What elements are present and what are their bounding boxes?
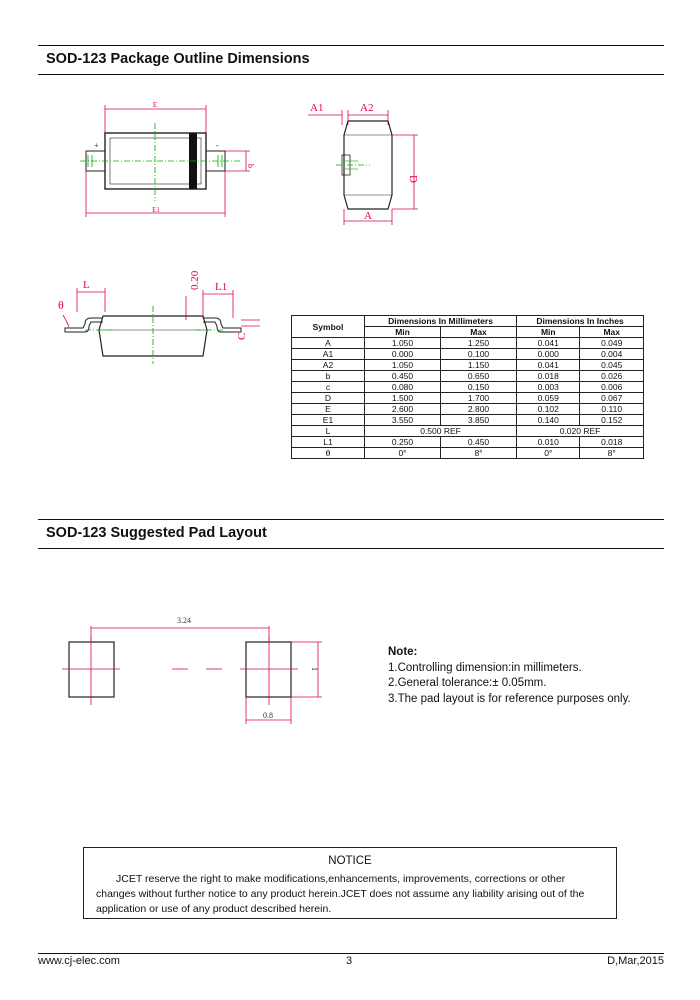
cell-mm-max: 0.100: [441, 349, 517, 360]
header-in-min: Min: [517, 327, 580, 338]
header-in-max: Max: [580, 327, 644, 338]
table-row: [292, 426, 644, 437]
dimensions-table: [291, 315, 644, 459]
label-E: E: [152, 101, 158, 109]
header-mm: Dimensions In Millimeters: [365, 316, 517, 327]
cell-mm-max: 8°: [441, 448, 517, 459]
cell-symbol: A: [292, 338, 365, 349]
front-view-drawing: [55, 260, 275, 380]
cell-mm-max: 3.850: [441, 415, 517, 426]
cell-symbol: E1: [292, 415, 365, 426]
cell-in-max: 0.004: [580, 349, 644, 360]
outline-section-title: SOD-123 Package Outline Dimensions: [46, 51, 310, 67]
cell-mm-min: 2.600: [365, 404, 441, 415]
header-in: Dimensions In Inches: [517, 316, 644, 327]
footer-revision: D,Mar,2015: [607, 955, 664, 967]
label-A1: A1: [310, 102, 324, 114]
cell-in-min: 0.041: [517, 360, 580, 371]
cell-symbol: b: [292, 371, 365, 382]
table-row: [292, 404, 644, 415]
cell-symbol: A2: [292, 360, 365, 371]
footer-divider: [38, 953, 664, 954]
cell-mm-min: 1.050: [365, 360, 441, 371]
label-C: C: [236, 332, 248, 340]
notice-box: [83, 847, 617, 919]
label-020: 0.20: [189, 270, 201, 290]
pad-section-title: SOD-123 Suggested Pad Layout: [46, 525, 267, 541]
cell-in-min: 0.003: [517, 382, 580, 393]
cell-mm-max: 1.150: [441, 360, 517, 371]
table-row: [292, 338, 644, 349]
label-L1: L1: [215, 281, 228, 293]
label-A: A: [364, 210, 372, 222]
cell-in-max: 0.026: [580, 371, 644, 382]
side-view-drawing: [300, 95, 430, 230]
cell-symbol: E: [292, 404, 365, 415]
cell-in-max: 0.018: [580, 437, 644, 448]
footer-page-number: 3: [346, 955, 353, 967]
cell-in-max: 0.006: [580, 382, 644, 393]
cell-in-max: 0.110: [580, 404, 644, 415]
cell-in-max: 0.067: [580, 393, 644, 404]
cell-symbol: L1: [292, 437, 365, 448]
outline-section-header: [38, 45, 664, 75]
label-b: b: [246, 164, 255, 168]
header-mm-min: Min: [365, 327, 441, 338]
cell-in-min: 0.041: [517, 338, 580, 349]
cell-mm-min: 0.080: [365, 382, 441, 393]
cell-in-min: 0.010: [517, 437, 580, 448]
table-row: [292, 415, 644, 426]
header-symbol: Symbol: [292, 316, 365, 338]
cell-in-max: 0.045: [580, 360, 644, 371]
cell-mm-min: 3.550: [365, 415, 441, 426]
cell-mm-min: 0°: [365, 448, 441, 459]
table-header-row: [292, 316, 644, 327]
cell-in-min: 0.000: [517, 349, 580, 360]
label-A2: A2: [360, 102, 374, 114]
table-row: [292, 393, 644, 404]
table-row: [292, 349, 644, 360]
cell-mm-max: 0.650: [441, 371, 517, 382]
note-item: 3.The pad layout is for reference purposes only.: [388, 692, 631, 705]
cell-mm-max: 1.700: [441, 393, 517, 404]
label-plus: +: [94, 141, 99, 150]
label-E1: E1: [152, 206, 160, 214]
table-row: [292, 360, 644, 371]
cell-mm-min: 1.500: [365, 393, 441, 404]
cell-mm-min: 0.450: [365, 371, 441, 382]
cell-in-min: 0.018: [517, 371, 580, 382]
cell-mm-min: 0.250: [365, 437, 441, 448]
cell-in-max: 8°: [580, 448, 644, 459]
table-row: [292, 382, 644, 393]
cell-symbol: A1: [292, 349, 365, 360]
cell-in-max: 0.152: [580, 415, 644, 426]
table-row: [292, 448, 644, 459]
label-pad-span: 3.24: [177, 616, 191, 625]
label-theta: θ: [58, 298, 64, 312]
table-row: [292, 371, 644, 382]
cell-in-min: 0°: [517, 448, 580, 459]
pad-layout-drawing: [60, 610, 330, 730]
note-block: [388, 645, 631, 707]
cell-symbol: L: [292, 426, 365, 437]
label-D: D: [407, 175, 419, 183]
cell-mm-min: 0.000: [365, 349, 441, 360]
cell-in-min: 0.140: [517, 415, 580, 426]
cell-mm-max: 0.150: [441, 382, 517, 393]
footer-website: www.cj-elec.com: [38, 955, 120, 967]
notice-title: NOTICE: [328, 855, 372, 867]
cell-in-min: 0.102: [517, 404, 580, 415]
header-mm-max: Max: [441, 327, 517, 338]
cell-symbol: c: [292, 382, 365, 393]
note-item: 2.General tolerance:± 0.05mm.: [388, 677, 547, 689]
label-pad-width: 0.8: [263, 711, 273, 720]
note-item: 1.Controlling dimension:in millimeters.: [388, 661, 582, 674]
cell-in-max: 0.049: [580, 338, 644, 349]
label-pad-height: 1: [310, 667, 319, 671]
cell-in-min: 0.059: [517, 393, 580, 404]
label-L: L: [83, 279, 90, 291]
cell-mm-ref: 0.500 REF: [365, 426, 517, 437]
notice-body: JCET reserve the right to make modifications,enhancements, improvements, corrections or other changes without further notice to any product herein.JCET does not assume any liability arising out of the application or use of any product described herein.: [96, 873, 585, 915]
table-row: [292, 437, 644, 448]
note-title: Note:: [388, 646, 418, 658]
cell-symbol: θ: [292, 448, 365, 459]
cell-mm-max: 2.800: [441, 404, 517, 415]
cell-in-ref: 0.020 REF: [517, 426, 644, 437]
cell-mm-max: 0.450: [441, 437, 517, 448]
label-minus: -: [216, 141, 219, 150]
cell-mm-min: 1.050: [365, 338, 441, 349]
top-view-drawing: [70, 95, 260, 225]
pad-section-header: [38, 519, 664, 549]
cell-symbol: D: [292, 393, 365, 404]
cell-mm-max: 1.250: [441, 338, 517, 349]
